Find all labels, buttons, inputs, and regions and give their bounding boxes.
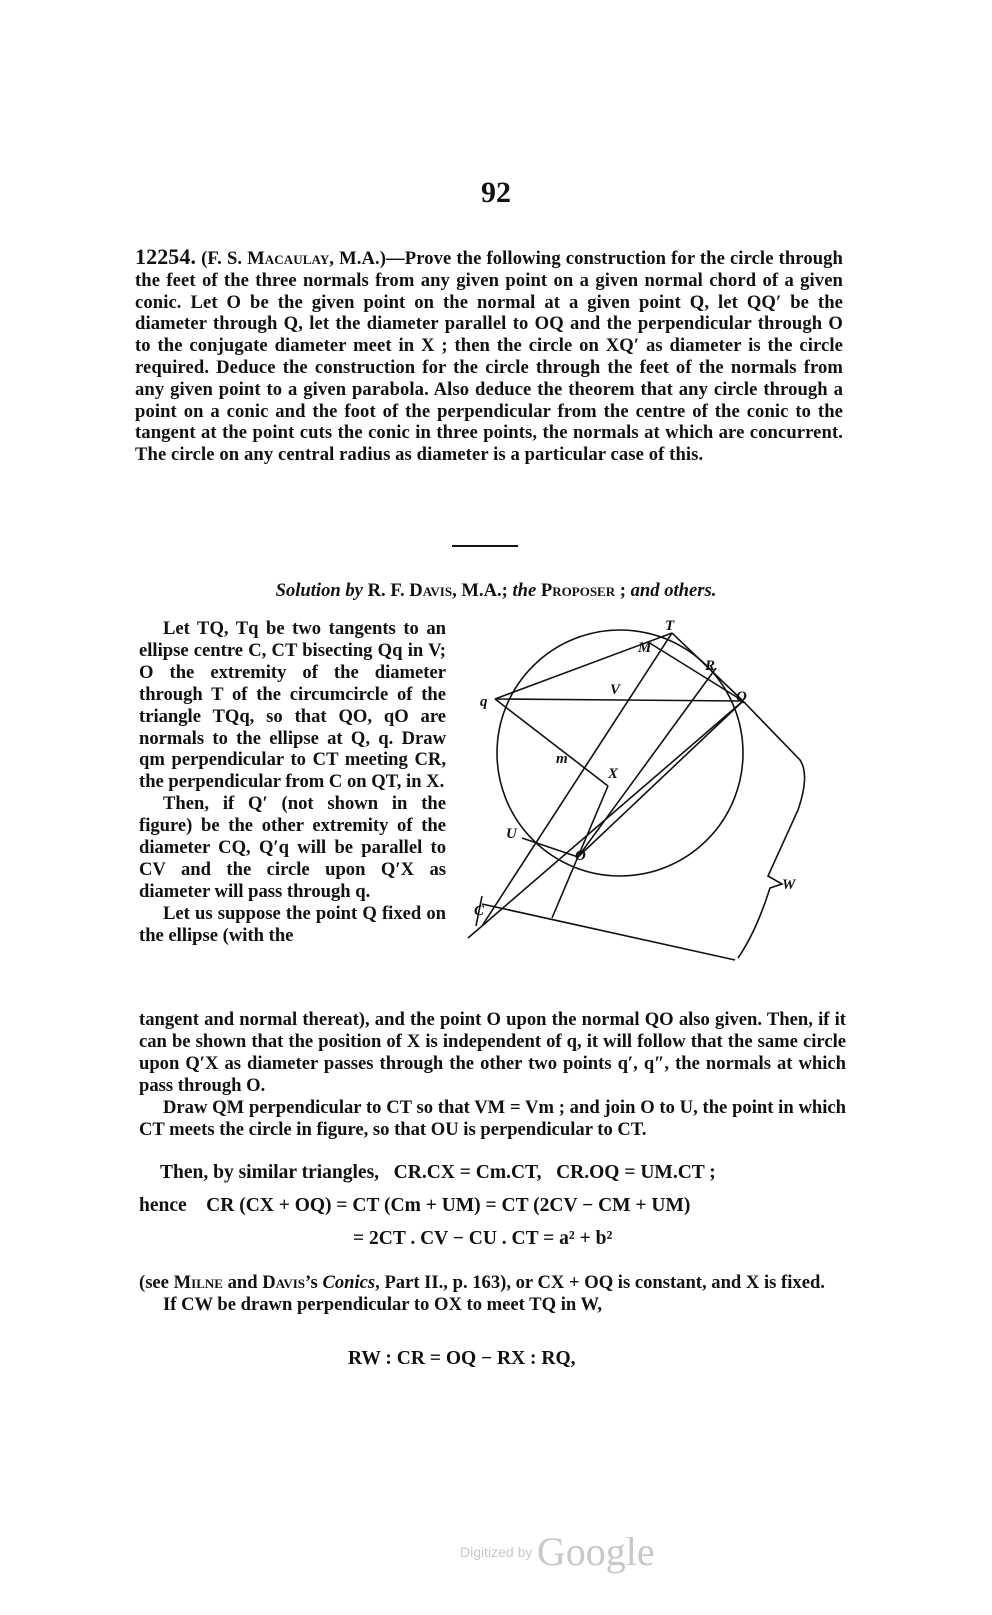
digitized-watermark bbox=[460, 1528, 655, 1575]
paragraph: If CW be drawn perpendicular to OX to meet TQ in W, bbox=[163, 1293, 603, 1315]
equation-lead: Then, by similar triangles, bbox=[160, 1162, 380, 1183]
solution-column-text bbox=[139, 618, 446, 947]
solution-separator: ; bbox=[501, 580, 513, 601]
chord-qQ bbox=[495, 699, 743, 701]
final-equation: RW : CR = OQ − RX : RQ, bbox=[348, 1348, 576, 1369]
text: , Part II., p. 163), or CX + OQ is constant, and X is fixed. bbox=[375, 1272, 825, 1293]
text: (see bbox=[139, 1272, 174, 1293]
paragraph bbox=[139, 1272, 846, 1294]
label-C: C bbox=[474, 903, 485, 919]
label-W: W bbox=[782, 877, 796, 893]
geometry-figure bbox=[460, 620, 845, 1005]
label-T: T bbox=[665, 620, 675, 634]
after-equations-text bbox=[139, 1272, 846, 1316]
normal-QO bbox=[578, 701, 743, 857]
label-m: m bbox=[556, 751, 568, 767]
line-MQ bbox=[648, 642, 743, 701]
label-R: R bbox=[705, 658, 716, 674]
book-title: Conics bbox=[322, 1272, 376, 1293]
equation-part: CR.CX = Cm.CT, bbox=[393, 1162, 542, 1183]
solution-the: the bbox=[512, 580, 537, 601]
author-davis: Davis bbox=[262, 1272, 306, 1293]
text: and bbox=[222, 1272, 263, 1293]
figure-svg bbox=[460, 620, 845, 1000]
equation-2 bbox=[139, 1195, 690, 1217]
equation-1 bbox=[160, 1162, 716, 1184]
solution-prefix: Solution by bbox=[275, 580, 363, 601]
brace-W bbox=[738, 701, 805, 958]
watermark-logo: Google bbox=[536, 1529, 655, 1574]
equation-part: = 2CT . CV − CU . CT = a² + b² bbox=[353, 1228, 613, 1249]
label-M: M bbox=[638, 640, 652, 656]
solution-solver: R. F. Davis, M.A. bbox=[367, 580, 502, 601]
problem-text: —Prove the following construction for the circle through the feet of the three normals from any given point on a given normal chord of a given conic. Let O be the given point on the normal at a given point Q, let QQ′ be the diameter through Q, let the diameter parallel to OQ and the perpendicular through O to the conjugate diameter meet in X ; then the circle on XQ′ as diameter is the circle required. Deduce the construction for the circle through the feet of the normals from any given point to a given parabola. Also deduce the theorem that any circle through a point on a conic and the foot of the perpendicular from the centre of the conic to the tangent at the point cuts the conic in three points, the normals at which are concurrent. The circle on any central radius as diameter is a particular case of this. bbox=[135, 248, 843, 466]
line-CT bbox=[482, 633, 672, 926]
paragraph: Let TQ, Tq be two tangents to an ellipse centre C, CT bisecting Qq in V; O the extremity of the diameter through T of the circumcircle of the triangle TQq, so that QO, qO are normals to the ellipse at Q, q. Draw qm perpendicular to CT meeting CR, the perpendicular from C on QT, in X. bbox=[139, 618, 446, 793]
paragraph: Let us suppose the point Q fixed on the ellipse (with the bbox=[139, 902, 446, 946]
label-Q: Q bbox=[736, 689, 747, 705]
paragraph: Then, if Q′ (not shown in the figure) be the other extremity of the diameter CQ, Q′q will be parallel to CV and the circle upon Q′X as diameter will pass through q. bbox=[139, 793, 446, 902]
equation-part: CR.OQ = UM.CT ; bbox=[556, 1162, 716, 1183]
equation-lead: hence bbox=[139, 1195, 187, 1216]
paragraph: Draw QM perpendicular to CT so that VM = Vm ; and join O to U, the point in which CT meets the circle in figure, so that OU is perpendicular to CT. bbox=[139, 1096, 846, 1140]
text: ’s bbox=[305, 1272, 323, 1293]
problem-author: (F. S. Macaulay, M.A.) bbox=[201, 248, 387, 269]
label-X: X bbox=[608, 766, 619, 782]
problem-number: 12254. bbox=[135, 244, 197, 269]
section-divider bbox=[452, 545, 518, 547]
equation-part: CR (CX + OQ) = CT (Cm + UM) = CT (2CV − CM + UM) bbox=[206, 1195, 691, 1216]
line-qX bbox=[495, 699, 608, 786]
label-O: O bbox=[575, 848, 586, 864]
equation-3 bbox=[353, 1228, 612, 1250]
problem-statement bbox=[135, 246, 843, 466]
solution-full-text bbox=[139, 1009, 846, 1140]
solution-separator-2: ; bbox=[615, 580, 631, 601]
label-V: V bbox=[610, 682, 621, 698]
line-CQ bbox=[482, 701, 743, 926]
label-U: U bbox=[506, 826, 517, 842]
line-RO bbox=[578, 668, 716, 857]
line-CW bbox=[482, 904, 735, 960]
paragraph: tangent and normal thereat), and the point O upon the normal QO also given. Then, if it can be shown that the position of X is independent of q, it will follow that the same circle upon Q′X as diameter passes through the other two points q′, q″, the normals at which pass through O. bbox=[139, 1009, 846, 1096]
line-C-extension bbox=[468, 926, 482, 938]
page-number: 92 bbox=[481, 176, 511, 209]
solution-heading bbox=[0, 580, 992, 602]
solution-proposer: Proposer bbox=[540, 580, 616, 601]
author-milne: Milne bbox=[173, 1272, 223, 1293]
solution-others: and others. bbox=[630, 580, 717, 601]
label-q: q bbox=[480, 694, 488, 710]
watermark-small: Digitized by bbox=[460, 1544, 533, 1560]
